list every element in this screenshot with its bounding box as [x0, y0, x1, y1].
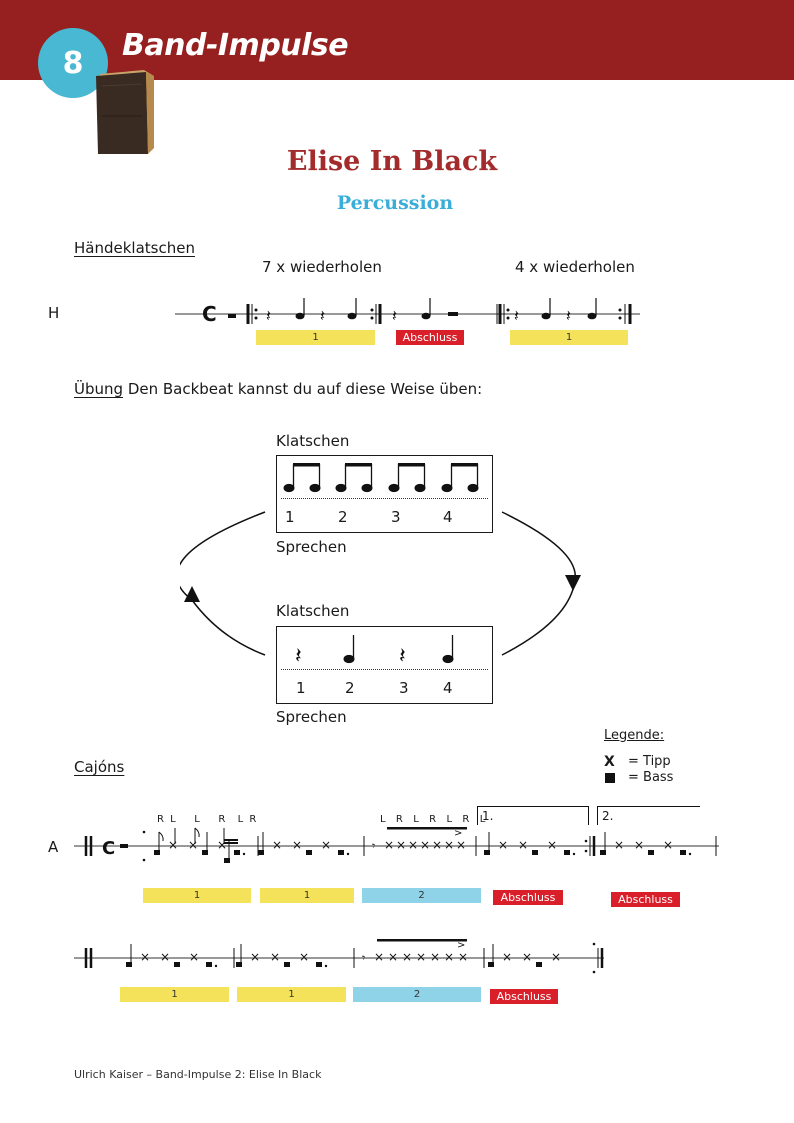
svg-text:𝄽: 𝄽: [295, 644, 302, 669]
svg-text:×: ×: [217, 838, 228, 852]
svg-text:×: ×: [384, 838, 395, 852]
bottom-rhythm-box: [276, 626, 493, 704]
svg-text:×: ×: [502, 950, 513, 964]
repeat-right-label: 4 x wiederholen: [515, 258, 635, 276]
eighth-notes: [277, 456, 492, 500]
volta-2-label: 2.: [602, 809, 614, 823]
count-1: 1: [285, 508, 295, 526]
top-box-clap-label: Klatschen: [276, 432, 350, 450]
svg-text:×: ×: [456, 838, 467, 852]
sticking-1: R L L R L R: [157, 814, 257, 825]
svg-text:×: ×: [430, 950, 441, 964]
svg-text:×: ×: [189, 950, 200, 964]
cajon-bar-1: 1: [143, 888, 251, 903]
svg-text:×: ×: [402, 950, 413, 964]
backbeat-notes: [277, 627, 492, 671]
cajon-bar-5: Abschluss: [611, 892, 680, 907]
cajon-bar-4: Abschluss: [493, 890, 563, 905]
count-3: 3: [399, 679, 409, 697]
volta-1: [477, 806, 589, 825]
exercise-heading: Übung: [74, 380, 124, 398]
sticking-2: L R L R L R L: [380, 814, 486, 825]
count-2: 2: [338, 508, 348, 526]
svg-text:×: ×: [396, 838, 407, 852]
tipp-symbol-icon: X: [604, 754, 615, 770]
cajon-bar-3: 2: [362, 888, 481, 903]
svg-text:×: ×: [168, 838, 179, 852]
count-4: 4: [443, 508, 453, 526]
svg-text:×: ×: [420, 838, 431, 852]
clapping-staff: [170, 290, 650, 335]
svg-text:×: ×: [551, 950, 562, 964]
svg-text:×: ×: [272, 838, 283, 852]
cajon2-bar-2: 1: [237, 987, 346, 1002]
svg-text:𝄽: 𝄽: [399, 644, 406, 669]
exercise-line: [74, 380, 482, 398]
svg-text:×: ×: [432, 838, 443, 852]
svg-text:×: ×: [416, 950, 427, 964]
svg-text:×: ×: [188, 838, 199, 852]
svg-text:×: ×: [498, 838, 509, 852]
bottom-box-speak-label: Sprechen: [276, 708, 347, 726]
time-signature: C: [202, 302, 217, 326]
svg-text:𝄽: 𝄽: [392, 306, 397, 325]
section-bar-abschluss: Abschluss: [396, 330, 464, 345]
svg-text:×: ×: [458, 950, 469, 964]
svg-text:×: ×: [321, 838, 332, 852]
volta-1-label: 1.: [482, 809, 494, 823]
cajon2-bar-1: 1: [120, 987, 229, 1002]
count-1: 1: [296, 679, 306, 697]
svg-text:𝄽: 𝄽: [320, 306, 325, 325]
cajon2-bar-3: 2: [353, 987, 481, 1002]
cajon-staff-1: [74, 824, 724, 870]
svg-text:𝄽: 𝄽: [514, 306, 519, 325]
legend-tipp: = Tipp: [628, 754, 671, 769]
svg-text:𝄽: 𝄽: [266, 306, 271, 325]
bass-square-icon: [605, 773, 615, 783]
exercise-text: Den Backbeat kannst du auf diese Weise üben:: [123, 380, 483, 398]
svg-text:×: ×: [444, 838, 455, 852]
svg-text:×: ×: [663, 838, 674, 852]
cajons-heading: Cajóns: [74, 758, 125, 776]
svg-text:×: ×: [388, 950, 399, 964]
header-title: Band-Impulse: [122, 28, 349, 63]
clapping-row-label: H: [48, 304, 60, 322]
song-subtitle: Percussion: [336, 192, 454, 214]
footer-text: Ulrich Kaiser – Band-Impulse 2: Elise In Black: [74, 1068, 322, 1081]
cajon-row-label: A: [48, 838, 59, 856]
svg-text:×: ×: [408, 838, 419, 852]
svg-text:×: ×: [634, 838, 645, 852]
cajon-bar-2: 1: [260, 888, 354, 903]
section-bar-1b: 1: [510, 330, 628, 345]
svg-text:×: ×: [299, 950, 310, 964]
count-2: 2: [345, 679, 355, 697]
svg-text:𝄽: 𝄽: [566, 306, 571, 325]
song-title: Elise In Black: [286, 146, 498, 177]
svg-text:𝄾: 𝄾: [372, 839, 376, 853]
svg-text:>: >: [457, 940, 466, 951]
svg-text:C: C: [102, 838, 116, 859]
svg-text:𝄾: 𝄾: [362, 951, 366, 965]
cajon-image: [94, 66, 158, 156]
cajon-staff-2: [74, 936, 614, 980]
count-4: 4: [443, 679, 453, 697]
chapter-number-badge: 8: [38, 28, 108, 98]
section-bar-1: 1: [256, 330, 375, 345]
top-rhythm-box: [276, 455, 493, 533]
volta-2: [597, 806, 700, 825]
svg-text:×: ×: [444, 950, 455, 964]
svg-text:×: ×: [522, 950, 533, 964]
count-3: 3: [391, 508, 401, 526]
top-box-speak-label: Sprechen: [276, 538, 347, 556]
svg-text:×: ×: [374, 950, 385, 964]
legend-bass: = Bass: [628, 770, 674, 785]
repeat-left-label: 7 x wiederholen: [262, 258, 382, 276]
svg-text:>: >: [454, 828, 463, 839]
svg-text:×: ×: [160, 950, 171, 964]
svg-text:×: ×: [518, 838, 529, 852]
cajon2-bar-4: Abschluss: [490, 989, 558, 1004]
svg-text:×: ×: [270, 950, 281, 964]
svg-text:×: ×: [250, 950, 261, 964]
clapping-heading: Händeklatschen: [74, 239, 195, 257]
svg-text:×: ×: [614, 838, 625, 852]
svg-text:×: ×: [547, 838, 558, 852]
bottom-box-clap-label: Klatschen: [276, 602, 350, 620]
svg-text:×: ×: [292, 838, 303, 852]
svg-text:×: ×: [140, 950, 151, 964]
legend-title: Legende:: [604, 728, 665, 743]
